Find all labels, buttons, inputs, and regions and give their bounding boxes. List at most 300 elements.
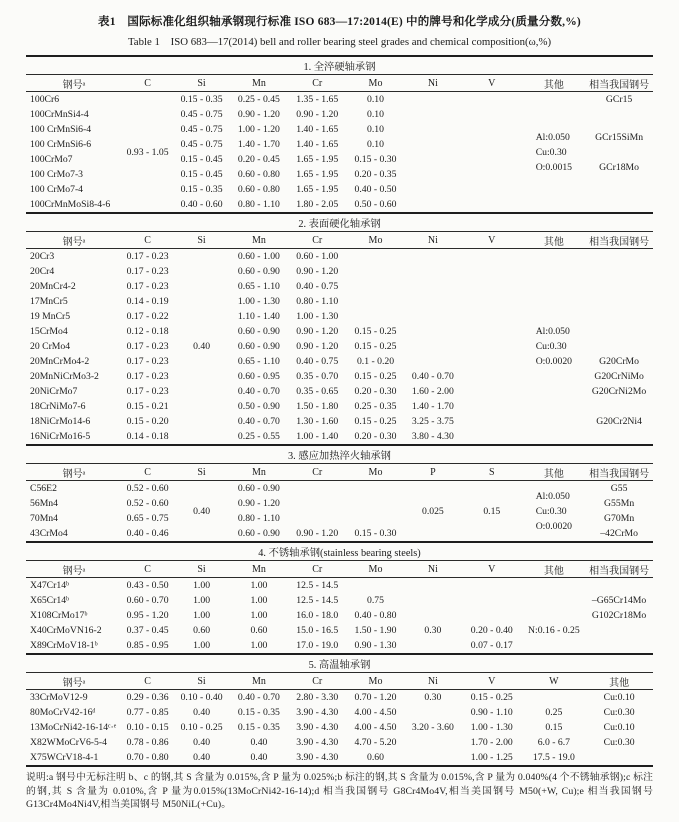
cell-value: 3.20 - 3.60 (411, 722, 454, 733)
cell-value (585, 264, 653, 279)
cell-value (585, 339, 653, 354)
table-row (26, 578, 653, 594)
column-header: Mo (346, 232, 404, 249)
column-header-row (26, 673, 653, 690)
cell-steel-grade: 100CrMo7 (30, 154, 73, 165)
cell-steel-grade: X65Cr14ᵇ (30, 595, 70, 606)
table-row (26, 690, 653, 706)
table-row (26, 720, 653, 735)
cell-value: 0.90 - 1.10 (470, 707, 513, 718)
column-header: Mn (230, 561, 288, 578)
cell-value: 1.00 - 1.30 (470, 722, 513, 733)
cell-value: 0.17 - 0.22 (126, 311, 169, 322)
cell-value: 0.90 - 1.20 (237, 498, 280, 509)
cell-value: 0.93 - 1.05 (126, 146, 169, 158)
column-header: Mo (346, 673, 404, 690)
cell-value: 17.0 - 19.0 (296, 640, 339, 651)
cell-value (585, 294, 653, 309)
cell-value: 0.40 - 0.75 (296, 356, 339, 367)
column-header: Si (173, 464, 229, 481)
table-row (26, 481, 653, 497)
cell-value (523, 92, 586, 214)
table-footnote: 说明:a 钢号中无标注明 b、c 的钢,其 S 含量为 0.015%,含 P 量为 0.025%;b 标注的钢,其 S 含量为 0.015%,含 P 量为 0.040%(4 个不锈轴承钢);c 标注的钢,其 S 含量为 0.010%,含 P 量为0.015%(13MoCrNi42-16-14);d 相当我国钢号 G8Cr4Mo4V,相当美国钢号 M50(+W, Cu);e 相当我国钢号 G13Cr4Mo4Ni4V,相当美国钢号 M50NiL(+Cu)。 (26, 772, 653, 810)
cell-value: 0.90 - 1.20 (237, 109, 280, 120)
cell-value: 0.025 (421, 505, 444, 517)
cell-value: 0.60 - 1.00 (237, 251, 280, 262)
column-header: Mo (346, 561, 404, 578)
cell-value: 0.60 (250, 625, 268, 636)
cell-value: 1.40 - 1.65 (296, 139, 339, 150)
cell-value (405, 750, 461, 766)
column-header: 相当我国钢号 (585, 561, 653, 578)
cell-value (346, 511, 404, 526)
cell-steel-grade: X82WMoCrV6-5-4 (30, 737, 107, 748)
cell-value (405, 107, 461, 122)
cell-value: 0.45 - 0.75 (180, 109, 223, 120)
column-header: Cr (288, 464, 346, 481)
table-row (26, 608, 653, 623)
cell-value (405, 309, 461, 324)
cell-value: 3.80 - 4.30 (411, 431, 454, 442)
column-header: C (122, 673, 173, 690)
column-header: 相当我国钢号 (585, 464, 653, 481)
cell-value (523, 593, 586, 608)
multiline-cell-content: Al:0.050 Cu:0.30 O:0.0020 (535, 326, 573, 367)
cell-value: 0.40 - 0.70 (237, 386, 280, 397)
cell-value (405, 152, 461, 167)
cell-value: 0.40 - 0.75 (296, 281, 339, 292)
cell-value: 0.35 - 0.70 (296, 371, 339, 382)
cell-value (461, 339, 522, 354)
cell-steel-grade: 33CrMoV12-9 (30, 692, 88, 703)
multiline-cell-content: Al:0.050 Cu:0.30 O:0.0015 (535, 131, 573, 173)
cell-value: 0.17 - 0.23 (126, 386, 169, 397)
cell-value: 1.40 - 1.65 (296, 124, 339, 135)
cell-value (461, 354, 522, 369)
column-header: 其他 (523, 561, 586, 578)
table-row (26, 593, 653, 608)
cell-value (461, 399, 522, 414)
cell-value: 0.60 - 0.90 (237, 341, 280, 352)
column-header: 钢号ᵃ (26, 232, 122, 249)
cell-value: 1.50 - 1.90 (354, 625, 397, 636)
cell-value: –42CrMo (600, 528, 638, 539)
cell-value: G70Mn (604, 513, 635, 524)
table-row (26, 750, 653, 766)
table-row (26, 735, 653, 750)
column-header: 其他 (585, 673, 653, 690)
cell-value: 0.60 - 0.90 (237, 266, 280, 277)
column-header: 钢号ᵃ (26, 464, 122, 481)
cell-value: 0.15 (483, 505, 501, 517)
column-header: Mn (230, 464, 288, 481)
column-header: Mo (346, 464, 404, 481)
cell-value: 1.80 - 2.05 (296, 199, 339, 210)
cell-value: 0.60 - 0.80 (237, 184, 280, 195)
column-header: C (122, 464, 173, 481)
cell-value: 0.40 - 0.70 (411, 371, 454, 382)
cell-value: 1.00 - 1.30 (237, 296, 280, 307)
cell-value (585, 182, 653, 213)
cell-value: 0.95 - 1.20 (126, 610, 169, 621)
cell-value: 0.20 - 0.40 (470, 625, 513, 636)
column-header: V (461, 232, 522, 249)
cell-value: 0.17 - 0.23 (126, 251, 169, 262)
cell-value: 4.00 - 4.50 (354, 722, 397, 733)
cell-value: 0.60 - 0.80 (237, 169, 280, 180)
cell-value: 0.65 - 1.10 (237, 281, 280, 292)
cell-value: 0.14 - 0.19 (126, 296, 169, 307)
cell-value: 12.5 - 14.5 (296, 595, 339, 606)
cell-value: 0.80 - 1.10 (296, 296, 339, 307)
cell-value: 0.80 - 1.10 (237, 199, 280, 210)
cell-value: 1.00 - 1.20 (237, 124, 280, 135)
cell-value: 0.25 - 0.45 (237, 94, 280, 105)
cell-value: 0.15 - 0.25 (354, 371, 397, 382)
cell-value (461, 92, 522, 108)
cell-value: 1.00 (193, 610, 211, 621)
cell-value: 0.45 - 0.75 (180, 124, 223, 135)
column-header: Si (173, 561, 229, 578)
cell-value: 0.20 - 0.30 (354, 386, 397, 397)
cell-value (461, 279, 522, 294)
column-header: 钢号ᵃ (26, 561, 122, 578)
cell-value: 17.5 - 19.0 (532, 752, 575, 763)
cell-value: 3.90 - 4.30 (296, 737, 339, 748)
cell-value: 0.40 (250, 737, 268, 748)
cell-value: 0.15 - 0.35 (180, 94, 223, 105)
cell-value: 0.70 - 0.80 (126, 752, 169, 763)
cell-value: 0.35 - 0.65 (296, 386, 339, 397)
cell-value: 12.5 - 14.5 (296, 580, 339, 591)
cell-value (346, 578, 404, 594)
column-header: Si (173, 75, 229, 92)
cell-value (405, 279, 461, 294)
cell-value: 0.90 - 1.20 (296, 326, 339, 337)
cell-value: 1.65 - 1.95 (296, 184, 339, 195)
cell-value (405, 354, 461, 369)
section-banner: 4. 不锈轴承钢(stainless bearing steels) (26, 543, 653, 561)
cell-value (585, 750, 653, 766)
cell-value (585, 309, 653, 324)
cell-value: –G65Cr14Mo (591, 595, 647, 606)
cell-steel-grade: 20Cr3 (30, 251, 55, 262)
cell-value (461, 249, 522, 265)
cell-value: 2.80 - 3.30 (296, 692, 339, 703)
cell-steel-grade: X75WCrV18-4-1 (30, 752, 99, 763)
cell-value: 3.90 - 4.30 (296, 722, 339, 733)
cell-value: 1.00 (250, 610, 268, 621)
table-row (26, 623, 653, 638)
cell-value: 0.17 - 0.23 (126, 356, 169, 367)
cell-value: 0.50 - 0.60 (354, 199, 397, 210)
cell-value (461, 182, 522, 197)
cell-value (405, 339, 461, 354)
cell-steel-grade: 19 MnCr5 (30, 311, 71, 322)
cell-value (461, 324, 522, 339)
cell-value: 0.14 - 0.18 (126, 431, 169, 442)
cell-value: 6.0 - 6.7 (537, 737, 570, 748)
cell-steel-grade: 20MnCr4-2 (30, 281, 76, 292)
cell-steel-grade: 100 CrMnSi6-6 (30, 139, 92, 150)
cell-value (405, 578, 461, 594)
cell-steel-grade: 100CrMnSi4-4 (30, 109, 89, 120)
column-header: P (405, 464, 461, 481)
cell-value: 0.90 - 1.20 (296, 266, 339, 277)
cell-steel-grade: 100 CrMo7-3 (30, 169, 84, 180)
cell-value (461, 369, 522, 384)
cell-value (461, 264, 522, 279)
cell-value (346, 309, 404, 324)
cell-value (461, 167, 522, 182)
cell-value: 0.40 (250, 752, 268, 763)
cell-value (405, 638, 461, 654)
cell-value: 4.70 - 5.20 (354, 737, 397, 748)
cell-steel-grade: X89CrMoV18-1ᵇ (30, 640, 98, 651)
cell-value: 4.00 - 4.50 (354, 707, 397, 718)
cell-value: 1.40 - 1.70 (237, 139, 280, 150)
cell-value: 1.00 (193, 580, 211, 591)
column-header: Ni (405, 561, 461, 578)
cell-value (523, 638, 586, 654)
cell-value: 1.10 - 1.40 (237, 311, 280, 322)
cell-steel-grade: 43CrMo4 (30, 528, 68, 539)
cell-value: 0.10 (367, 94, 384, 105)
cell-value: Cu:0.30 (603, 707, 635, 718)
cell-steel-grade: C56E2 (30, 483, 57, 494)
column-header: Si (173, 673, 229, 690)
column-header: 相当我国钢号 (585, 75, 653, 92)
cell-value (523, 608, 586, 623)
cell-steel-grade: 20NiCrMo7 (30, 386, 78, 397)
table-row (26, 249, 653, 265)
cell-value: 0.40 (193, 341, 211, 352)
section-banner-row (26, 543, 653, 561)
cell-value: 0.40 - 0.46 (126, 528, 169, 539)
cell-value: 0.40 (193, 707, 211, 718)
cell-value: 0.15 (545, 722, 563, 733)
cell-value: 0.20 - 0.35 (354, 169, 397, 180)
cell-steel-grade: X47Cr14ᵇ (30, 580, 70, 591)
cell-value: 1.65 - 1.95 (296, 169, 339, 180)
cell-value: 0.40 (193, 505, 211, 517)
cell-value: 1.35 - 1.65 (296, 94, 339, 105)
section-banner-row (26, 655, 653, 673)
cell-steel-grade: 16NiCrMo16-5 (30, 431, 91, 442)
column-header: Mn (230, 232, 288, 249)
cell-value: 0.40 (193, 737, 211, 748)
cell-value (461, 197, 522, 213)
cell-value: 0.15 - 0.45 (180, 154, 223, 165)
cell-value: 0.15 - 0.20 (126, 416, 169, 427)
column-header: Cr (288, 75, 346, 92)
cell-value: 0.60 - 0.90 (237, 326, 280, 337)
cell-steel-grade: 18CrNiMo7-6 (30, 401, 86, 412)
column-header: 钢号ᵃ (26, 673, 122, 690)
cell-value: 0.60 - 0.70 (126, 595, 169, 606)
section-table (26, 543, 653, 655)
cell-value: 0.85 - 0.95 (126, 640, 169, 651)
cell-steel-grade: 100 CrMnSi6-4 (30, 124, 92, 135)
cell-value: 0.40 - 0.80 (354, 610, 397, 621)
cell-value (346, 249, 404, 265)
cell-value (405, 324, 461, 339)
section-table (26, 446, 653, 543)
cell-value (461, 309, 522, 324)
cell-value: 3.90 - 4.30 (296, 752, 339, 763)
cell-value (523, 690, 586, 706)
cell-value (405, 608, 461, 623)
column-header: C (122, 561, 173, 578)
column-header: W (523, 673, 586, 690)
cell-value: 1.00 - 1.30 (296, 311, 339, 322)
section-banner-row (26, 57, 653, 75)
column-header-row (26, 75, 653, 92)
cell-value (461, 294, 522, 309)
cell-value: 0.60 (367, 752, 384, 763)
cell-value: 1.00 (193, 595, 211, 606)
cell-value: 1.40 - 1.70 (411, 401, 454, 412)
cell-value: 0.10 - 0.25 (180, 722, 223, 733)
column-header: Mo (346, 75, 404, 92)
column-header: Ni (405, 75, 461, 92)
cell-value (585, 249, 653, 265)
cell-value: G55 (610, 483, 628, 494)
column-header: V (461, 75, 522, 92)
cell-value: 0.15 - 0.25 (470, 692, 513, 703)
cell-value: 0.15 - 0.25 (354, 416, 397, 427)
cell-value: 0.60 - 0.95 (237, 371, 280, 382)
cell-value: 0.60 - 0.90 (237, 528, 280, 539)
column-header: S (461, 464, 522, 481)
cell-value (346, 279, 404, 294)
cell-value (585, 107, 653, 122)
column-header: V (461, 673, 522, 690)
cell-value: 0.77 - 0.85 (126, 707, 169, 718)
cell-value (405, 92, 461, 108)
cell-value: 3.90 - 4.30 (296, 707, 339, 718)
cell-value (585, 279, 653, 294)
cell-value: 0.07 - 0.17 (470, 640, 513, 651)
section-banner: 3. 感应加热淬火轴承钢 (26, 446, 653, 464)
cell-value: 0.17 - 0.23 (126, 371, 169, 382)
cell-value: 0.15 - 0.35 (237, 722, 280, 733)
cell-value (405, 197, 461, 213)
cell-value: 0.15 - 0.25 (354, 326, 397, 337)
cell-value: 0.75 (367, 595, 384, 606)
cell-value: 0.90 - 1.30 (354, 640, 397, 651)
cell-value (523, 481, 586, 543)
cell-value: 0.25 - 0.55 (237, 431, 280, 442)
cell-value: G20Cr2Ni4 (596, 416, 642, 427)
cell-value: G20CrNi2Mo (591, 386, 647, 397)
cell-value: 15.0 - 16.5 (296, 625, 339, 636)
cell-value: 0.40 - 0.70 (237, 416, 280, 427)
column-header: Ni (405, 673, 461, 690)
cell-value: 0.17 - 0.23 (126, 341, 169, 352)
cell-value: 1.00 - 1.25 (470, 752, 513, 763)
cell-value: 0.60 - 1.00 (296, 251, 339, 262)
cell-value: 3.25 - 3.75 (411, 416, 454, 427)
cell-value: 0.40 - 0.50 (354, 184, 397, 195)
cell-steel-grade: 100Cr6 (30, 94, 60, 105)
table-title-chinese: 表1 国际标准化组织轴承钢现行标准 ISO 683—17:2014(E) 中的牌号和化学成分(质量分数,%) (98, 16, 581, 28)
cell-value: GCr15 (605, 94, 633, 105)
cell-value: 1.00 - 1.40 (296, 431, 339, 442)
table-row (26, 638, 653, 654)
cell-value (346, 264, 404, 279)
column-header: Mn (230, 673, 288, 690)
cell-steel-grade: 13MoCrNi42-16-14ᶜ·ᵉ (30, 722, 117, 733)
cell-value: 0.90 - 1.20 (296, 109, 339, 120)
cell-value: 0.80 - 1.10 (237, 513, 280, 524)
column-header: Si (173, 232, 229, 249)
cell-value (461, 107, 522, 122)
cell-value: GCr18Mo (599, 161, 640, 173)
cell-value: 1.70 - 2.00 (470, 737, 513, 748)
section-table (26, 655, 653, 767)
cell-value: 0.65 - 1.10 (237, 356, 280, 367)
cell-steel-grade: 100 CrMo7-4 (30, 184, 84, 195)
section-banner-row (26, 214, 653, 232)
cell-value: G55Mn (604, 498, 635, 509)
cell-value: 0.30 (424, 625, 442, 636)
cell-value: 0.15 - 0.21 (126, 401, 169, 412)
column-header-row (26, 464, 653, 481)
cell-value: 1.00 (250, 595, 268, 606)
column-header: Cr (288, 232, 346, 249)
cell-value (405, 705, 461, 720)
cell-value (585, 399, 653, 414)
cell-value: 0.10 (367, 124, 384, 135)
cell-value (288, 496, 346, 511)
cell-value: 0.10 - 0.40 (180, 692, 223, 703)
table-title-english: Table 1 ISO 683—17(2014) bell and roller bearing steel grades and chemical composition(ω,%) (127, 36, 552, 48)
cell-value: 0.65 - 0.75 (126, 513, 169, 524)
column-header: 其他 (523, 464, 586, 481)
cell-steel-grade: 56Mn4 (30, 498, 58, 509)
cell-value: 16.0 - 18.0 (296, 610, 339, 621)
cell-value: 0.20 - 0.30 (354, 431, 397, 442)
cell-value: 0.10 - 0.15 (126, 722, 169, 733)
cell-value: N:0.16 - 0.25 (528, 625, 580, 636)
section-banner: 1. 全淬硬轴承钢 (26, 57, 653, 75)
cell-value (288, 481, 346, 497)
cell-value: G102Cr18Mo (591, 610, 647, 621)
cell-value (405, 137, 461, 152)
cell-value (346, 481, 404, 497)
cell-value: 0.90 - 1.20 (296, 528, 339, 539)
cell-value (585, 429, 653, 445)
cell-value (585, 638, 653, 654)
column-header: Cr (288, 673, 346, 690)
section-banner: 5. 高温轴承钢 (26, 655, 653, 673)
cell-steel-grade: 20MnNiCrMo3-2 (30, 371, 99, 382)
column-header: Cr (288, 561, 346, 578)
multiline-cell-content: Al:0.050 Cu:0.30 O:0.0020 (535, 490, 573, 532)
section-banner-row (26, 446, 653, 464)
cell-value: G20CrMo (599, 356, 640, 367)
cell-value: 1.60 - 2.00 (411, 386, 454, 397)
cell-value: 0.29 - 0.36 (126, 692, 169, 703)
column-header: V (461, 561, 522, 578)
cell-value (461, 414, 522, 429)
cell-value (585, 623, 653, 638)
cell-steel-grade: 80MoCrV42-16ᵈ (30, 707, 96, 718)
cell-value (461, 429, 522, 445)
cell-value: 1.00 (250, 640, 268, 651)
cell-value (405, 167, 461, 182)
